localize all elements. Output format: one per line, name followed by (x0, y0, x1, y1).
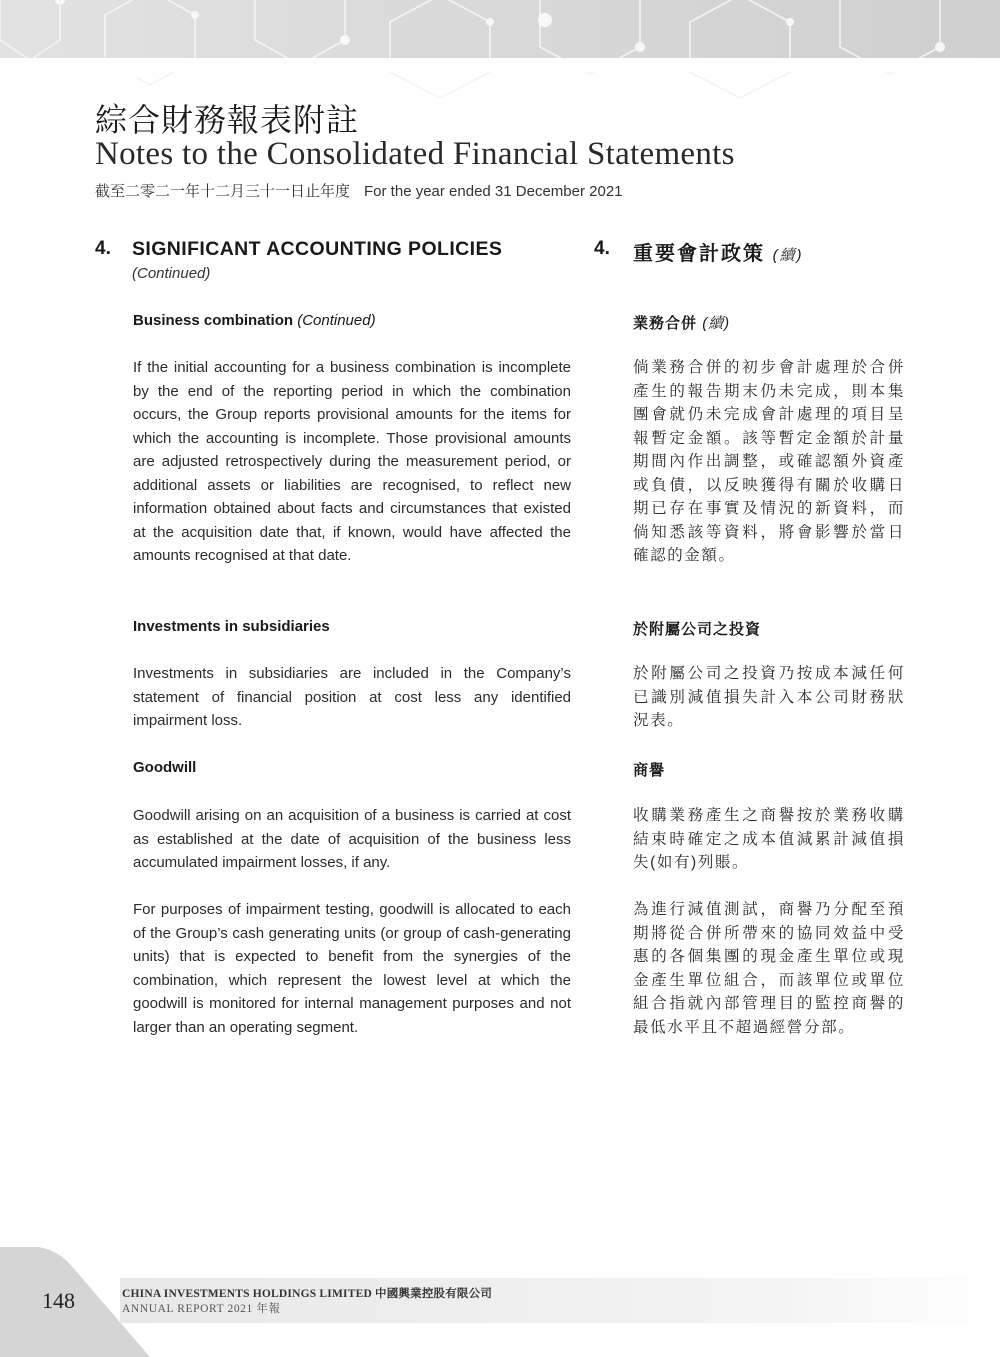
paragraph-goodwill-2: For purposes of impairment testing, goodwill is allocated to each of the Group’s cash generating units (or group of cash-generating units) that is expected to benefit from the synergies of the combination, which represent the lowest level at which the goodwill is monitored for internal management purposes and not larger than an operating segment. (133, 901, 571, 1036)
section-continued: (Continued) (132, 265, 211, 282)
heading-continued-cn: (續) (702, 315, 731, 332)
heading-investments-subsidiaries-cn: 於附屬公司之投資 (633, 621, 762, 638)
section-number: 4. (95, 238, 111, 259)
footer-company-cn: 中國興業控股有限公司 (375, 1288, 493, 1300)
footer-company (122, 1285, 492, 1301)
section-title-cn-text: 重要會計政策 (633, 243, 765, 265)
paragraph-business-combination: If the initial accounting for a business combination is incomplete by the end of the reporting period in which the combination occurs, the Group reports provisional amounts for the items for which the accounting is incomplete. Those provisional amounts are adjusted retrospectively during the measurement period, or additional assets or liabilities are recognised, to reflect new information obtained about facts and circumstances that existed at the acquisition date that, if known, would have affected the amounts recognised at that date. (133, 359, 571, 564)
paragraph-investments-subsidiaries: Investments in subsidiaries are included in the Company’s statement of financial position at cost less any identified impairment loss. (133, 665, 571, 729)
heading-goodwill-cn: 商譽 (633, 762, 666, 779)
footer-report: ANNUAL REPORT 2021 年報 (122, 1303, 281, 1315)
period-line (95, 180, 623, 201)
section-title-chinese (633, 237, 804, 266)
section-continued-cn: (續) (772, 247, 804, 264)
paragraph-investments-subsidiaries-cn: 於附屬公司之投資乃按成本減任何已識別減值損失計入本公司財務狀況表。 (633, 665, 905, 729)
period-chinese: 截至二零二一年十二月三十一日止年度 (95, 183, 351, 200)
page-number: 148 (42, 1288, 75, 1313)
section-number-cn: 4. (594, 238, 610, 259)
period-english: For the year ended 31 December 2021 (364, 183, 623, 200)
paragraph-goodwill-1-cn: 收購業務產生之商譽按於業務收購結束時確定之成本值減累計減值損失(如有)列賬。 (633, 807, 905, 871)
heading-continued: (Continued) (297, 312, 376, 329)
page-title-chinese: 綜合財務報表附註 (95, 101, 360, 139)
heading-text: Business combination (133, 312, 294, 329)
footer-company-en: CHINA INVESTMENTS HOLDINGS LIMITED (122, 1288, 372, 1300)
heading-text-cn: 業務合併 (633, 315, 698, 332)
paragraph-goodwill-2-cn: 為進行減值測試，商譽乃分配至預期將從合併所帶來的協同效益中受惠的各個集團的現金產生單位或現金產生單位組合，而該單位或單位組合指就內部管理目的監控商譽的最低水平且不超過經營分部。 (633, 901, 905, 1036)
heading-investments-subsidiaries: Investments in subsidiaries (133, 618, 330, 635)
heading-business-combination (133, 312, 376, 329)
heading-goodwill: Goodwill (133, 759, 197, 776)
heading-business-combination-cn (633, 312, 730, 333)
paragraph-goodwill-1: Goodwill arising on an acquisition of a business is carried at cost as established at the date of acquisition of the business less accumulated impairment losses, if any. (133, 807, 571, 871)
section-title: SIGNIFICANT ACCOUNTING POLICIES (132, 238, 503, 260)
paragraph-business-combination-cn: 倘業務合併的初步會計處理於合併產生的報告期末仍未完成，則本集團會就仍未完成會計處理的項目呈報暫定金額。該等暫定金額於計量期間內作出調整，或確認額外資產或負債，以反映獲得有關於收購日期已存在事實及情況的新資料，而倘知悉該等資料，將會影響於當日確認的金額。 (633, 359, 905, 564)
page-title: Notes to the Consolidated Financial Statements (95, 136, 735, 172)
